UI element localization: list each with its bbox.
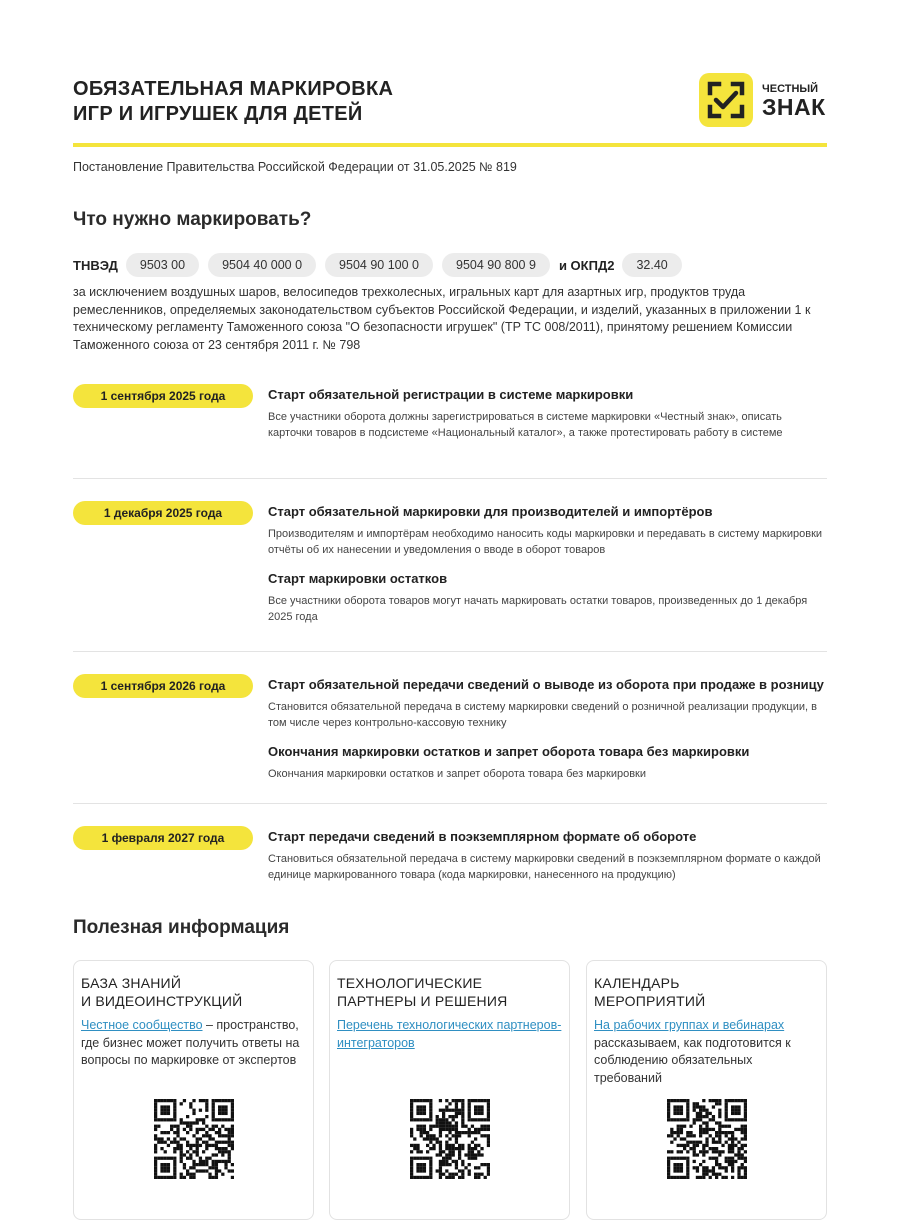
timeline-date: 1 декабря 2025 года: [73, 501, 253, 525]
timeline-date: 1 сентября 2026 года: [73, 674, 253, 698]
timeline-item: [268, 570, 827, 625]
timeline-item-title: Старт передачи сведений в поэкземплярном формате об обороте: [268, 829, 697, 844]
info-card-events-calendar: [586, 960, 827, 1220]
card-text: – пространство, где бизнес может получить ответы на вопросы по маркировке от экспертов: [81, 1018, 300, 1067]
timeline-content: [268, 503, 827, 625]
info-card-knowledge-base: [73, 960, 314, 1220]
exclusion-text: за исключением воздушных шаров, велосипедов трехколесных, игральных карт для азартных игр, продуктов труда ремесленников, определяемых законодательством субъектов Российской Федерации, и изделий, указанных в приложении 1 к техническому регламенту Таможенного союза "О безопасности игрушек" (ТР ТС 008/2011), принятому решением Комиссии Таможенного союза от 23 сентября 2011 г. № 798: [73, 285, 811, 352]
timeline-item: [268, 386, 827, 441]
info-card-tech-partners: [329, 960, 570, 1220]
okpd-code: 32.40: [622, 253, 681, 277]
tnved-label: ТНВЭД: [73, 257, 118, 273]
timeline-item-text: Все участники оборота товаров могут начать маркировать остатки товаров, произведенных до 1 декабря 2025 года: [268, 595, 808, 623]
qr-code-icon[interactable]: [154, 1099, 234, 1179]
timeline-divider: [73, 651, 827, 652]
logo-check-icon: [699, 73, 753, 127]
section-heading-what-to-mark: Что нужно маркировать?: [73, 209, 312, 230]
qr-code-icon[interactable]: [667, 1099, 747, 1179]
card-text: рассказываем, как подготовится к соблюдению обязательных требований: [594, 1035, 791, 1085]
timeline-item-title: Окончания маркировки остатков и запрет оборота товара без маркировки: [268, 744, 750, 759]
timeline-item: [268, 676, 827, 731]
chestny-znak-logo[interactable]: [699, 73, 827, 129]
timeline-date: 1 февраля 2027 года: [73, 826, 253, 850]
card-body: [337, 1017, 562, 1052]
timeline-divider: [73, 478, 827, 479]
header-divider: [73, 143, 827, 147]
timeline-content: [268, 828, 827, 883]
qr-code-icon[interactable]: [410, 1099, 490, 1179]
timeline-date: 1 сентября 2025 года: [73, 384, 253, 408]
timeline-item-text: Все участники оборота должны зарегистрироваться в системе маркировки «Честный знак», описать карточки товаров в подсистеме «Национальный каталог», а также протестировать работу в системе: [268, 411, 783, 439]
decree-reference: Постановление Правительства Российской Федерации от 31.05.2025 № 819: [73, 160, 517, 174]
tnved-code: 9504 90 800 9: [442, 253, 550, 277]
card-title-line-1: БАЗА ЗНАНИЙ: [81, 975, 182, 991]
timeline-content: [268, 676, 827, 782]
card-title-line-2: ПАРТНЕРЫ И РЕШЕНИЯ: [337, 993, 508, 1009]
timeline-divider: [73, 803, 827, 804]
timeline-item-text: Производителям и импортёрам необходимо наносить коды маркировки и передавать в систему маркировки отчёты об их нанесении и уведомления о вводе в оборот товаров: [268, 528, 823, 556]
tech-partners-link[interactable]: Перечень технологических партнеров-интеграторов: [337, 1018, 562, 1050]
timeline-item-title: Старт обязательной регистрации в системе маркировки: [268, 387, 634, 402]
card-body: [594, 1017, 819, 1087]
tnved-code: 9504 90 100 0: [325, 253, 433, 277]
card-title-line-2: МЕРОПРИЯТИЙ: [594, 993, 706, 1009]
timeline-item-title: Старт маркировки остатков: [268, 571, 448, 586]
section-heading-useful-info: Полезная информация: [73, 917, 290, 938]
chestnoe-soobshchestvo-link[interactable]: Честное сообщество: [81, 1018, 203, 1032]
logo-text-bottom: ЗНАК: [762, 94, 826, 120]
card-title-line-1: КАЛЕНДАРЬ: [594, 975, 680, 991]
timeline-item: [268, 503, 827, 558]
timeline-item-text: Становиться обязательной передача в систему маркировки сведений в поэкземплярном формате о каждой единице маркированного товара (кода маркировки, нанесенного на продукцию): [268, 853, 821, 881]
tnved-code: 9504 40 000 0: [208, 253, 316, 277]
timeline-item-text: Окончания маркировки остатков и запрет оборота товара без маркировки: [268, 768, 647, 780]
card-title: [81, 974, 242, 1010]
card-title: [594, 974, 705, 1010]
title-line-1: ОБЯЗАТЕЛЬНАЯ МАРКИРОВКА: [73, 78, 394, 100]
timeline-content: [268, 386, 827, 441]
card-body: [81, 1017, 306, 1070]
card-title-line-1: ТЕХНОЛОГИЧЕСКИЕ: [337, 975, 483, 991]
timeline-item-text: Становится обязательной передача в систему маркировки сведений о розничной реализации продукции, в том числе через контрольно-кассовую технику: [268, 701, 817, 729]
logo-text-top: ЧЕСТНЫЙ: [762, 83, 819, 95]
timeline-item: [268, 743, 827, 782]
info-cards: [73, 960, 827, 1220]
okpd-label: и ОКПД2: [558, 257, 615, 273]
timeline-item: [268, 828, 827, 883]
product-codes: [73, 253, 691, 277]
card-title-line-2: И ВИДЕОИНСТРУКЦИЙ: [81, 993, 243, 1009]
webinars-link[interactable]: На рабочих группах и вебинарах: [594, 1018, 785, 1032]
page-title: [73, 77, 393, 127]
timeline-item-title: Старт обязательной передачи сведений о выводе из оборота при продаже в розницу: [268, 677, 824, 692]
card-title: [337, 974, 507, 1010]
title-line-2: ИГР И ИГРУШЕК ДЛЯ ДЕТЕЙ: [73, 103, 363, 125]
tnved-code: 9503 00: [126, 253, 199, 277]
timeline-item-title: Старт обязательной маркировки для производителей и импортёров: [268, 504, 713, 519]
